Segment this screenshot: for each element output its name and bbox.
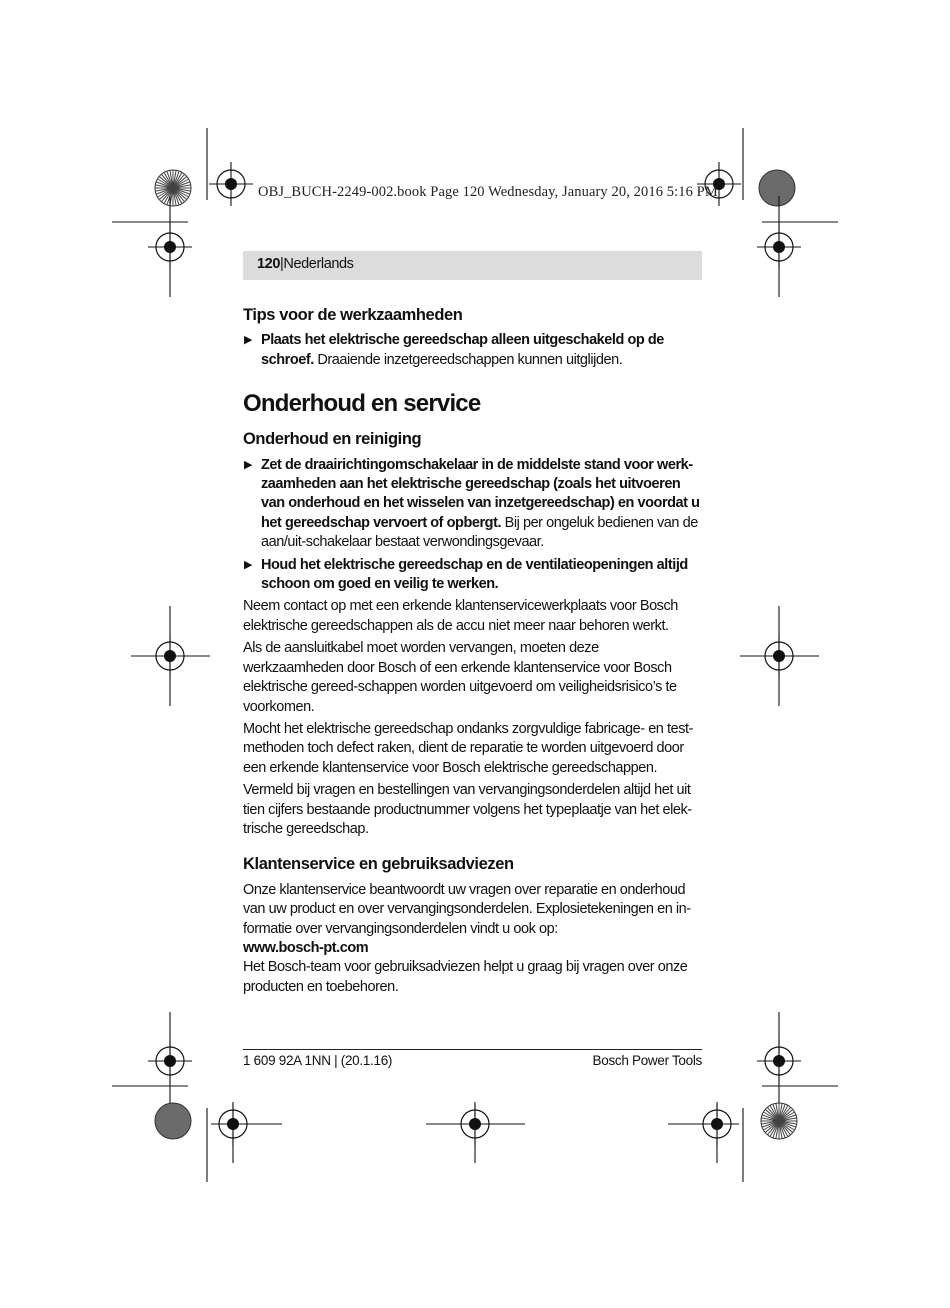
bullet-text: Bij per ongeluk bedienen van de aan/uit-schakelaar bestaat verwondingsgevaar. <box>261 514 698 551</box>
bullet-text: Draaiende inzetgereedschappen kunnen uitglijden. <box>313 351 623 368</box>
grey-calibration-dot-icon <box>155 1103 191 1139</box>
footer-brand: Bosch Power Tools <box>592 1053 702 1068</box>
color-calibration-starburst-icon <box>155 170 191 206</box>
service-paragraph-1: Onze klantenservice beantwoordt uw vragen over reparatie en onderhoud van uw product en over vervangingsonderdelen. Explosietekeningen en in-formatie over vervangingsonderdelen vindt u ook op: <box>243 881 691 937</box>
print-slug: OBJ_BUCH-2249-002.book Page 120 Wednesday, January 20, 2016 5:16 PM <box>258 184 718 200</box>
maintenance-title: Onderhoud en service <box>243 390 481 418</box>
grey-calibration-dot-icon <box>759 170 795 206</box>
bullet-bold-text: Zet de draairichtingomschakelaar in de middelste stand voor werk-zaamheden aan het elektrische gereedschap (zoals het uitvoeren van onderhoud en het wisselen van inzetgereedschap) en voordat u het gereedschap vervoert of opbergt. <box>261 456 700 531</box>
bullet-triangle-icon: ▶ <box>244 558 253 571</box>
page-content <box>243 306 702 1000</box>
maintenance-bullet-2 <box>243 556 702 595</box>
registration-mark-icon <box>209 162 253 206</box>
bullet-triangle-icon: ▶ <box>244 334 253 347</box>
footer-rule <box>243 1049 702 1050</box>
bullet-triangle-icon: ▶ <box>244 458 253 471</box>
tips-heading: Tips voor de werkzaamheden <box>243 306 463 324</box>
maintenance-bullet-1 <box>243 456 702 553</box>
service-heading: Klantenservice en gebruiksadviezen <box>243 855 514 874</box>
header-text <box>257 256 354 272</box>
maintenance-paragraph-1: Neem contact op met een erkende klantenservicewerkplaats voor Bosch elektrische gereedschappen als de accu niet meer naar behoren werkt. <box>243 598 678 634</box>
maintenance-paragraph-4: Vermeld bij vragen en bestellingen van vervangingsonderdelen altijd het uit tien cijfers bestaande productnummer volgens het typeplaatje van het elek-trische gereedschap. <box>243 782 692 837</box>
section-name: Nederlands <box>283 256 354 272</box>
header-separator: | <box>280 256 284 272</box>
bullet-bold-text: Plaats het elektrische gereedschap alleen uitgeschakeld op de schroef. <box>261 332 664 368</box>
service-url-link[interactable]: www.bosch-pt.com <box>243 939 369 956</box>
color-calibration-starburst-icon <box>761 1103 797 1139</box>
bullet-bold-text: Houd het elektrische gereedschap en de ventilatieopeningen altijd schoon om goed en veilig te werken. <box>261 556 688 593</box>
service-paragraph-2: Het Bosch-team voor gebruiksadviezen helpt u graag bij vragen over onze producten en toebehoren. <box>243 959 688 995</box>
page-number: 120 <box>257 256 280 272</box>
footer-code: 1 609 92A 1NN | (20.1.16) <box>243 1053 393 1068</box>
maintenance-subheading: Onderhoud en reiniging <box>243 430 422 449</box>
maintenance-paragraph-3: Mocht het elektrische gereedschap ondanks zorgvuldige fabricage- en test-methoden toch defect raken, dient de reparatie te worden uitgevoerd door een erkende klantenservice voor Bosch elektrische gereedschappen. <box>243 720 693 776</box>
maintenance-paragraph-2: Als de aansluitkabel moet worden vervangen, moeten deze werkzaamheden door Bosch of een erkende klantenservice voor Bosch elektrische gereed-schappen worden uitgevoerd om veiligheidsrisico’s te voorkomen. <box>243 640 677 715</box>
page-header <box>243 251 702 280</box>
tips-bullet <box>243 331 702 370</box>
